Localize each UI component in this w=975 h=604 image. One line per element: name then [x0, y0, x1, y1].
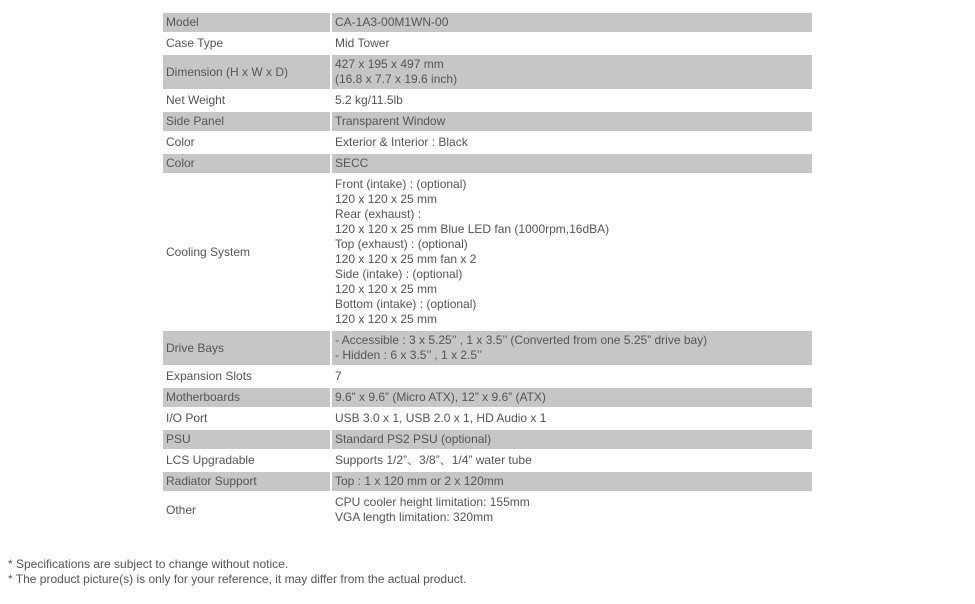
spec-value-line: Rear (exhaust) :: [335, 207, 422, 221]
spec-value-line: 9.6” x 9.6” (Micro ATX), 12” x 9.6” (ATX): [335, 390, 546, 404]
spec-label: PSU: [163, 430, 330, 449]
spec-value-line: 7: [335, 369, 342, 383]
spec-value: [330, 13, 812, 32]
spec-label: Dimension (H x W x D): [163, 55, 330, 89]
spec-value: [330, 451, 812, 470]
spec-row: [163, 13, 812, 32]
spec-row: [163, 367, 812, 386]
spec-value-line: Standard PS2 PSU (optional): [335, 432, 492, 446]
spec-value: [330, 493, 812, 527]
spec-value: [330, 133, 812, 152]
spec-row: [163, 472, 812, 491]
spec-value-line: CA-1A3-00M1WN-00: [335, 15, 449, 29]
spec-value-line: - Hidden : 6 x 3.5’’ , 1 x 2.5’’: [335, 348, 483, 362]
spec-label: Case Type: [163, 34, 330, 53]
spec-value-line: 427 x 195 x 497 mm: [335, 57, 444, 71]
spec-row: [163, 388, 812, 407]
spec-table: [163, 11, 812, 529]
spec-value: [330, 388, 812, 407]
spec-label: Other: [163, 493, 330, 527]
spec-value-line: (16.8 x 7.7 x 19.6 inch): [335, 72, 458, 86]
spec-value: [330, 34, 812, 53]
spec-row: [163, 451, 812, 470]
spec-label: Drive Bays: [163, 331, 330, 365]
spec-value-line: Bottom (intake) : (optional): [335, 297, 477, 311]
spec-label: Radiator Support: [163, 472, 330, 491]
spec-row: [163, 175, 812, 329]
spec-row: [163, 430, 812, 449]
spec-value-line: Exterior & Interior : Black: [335, 135, 468, 149]
footnote-picture: * The product picture(s) is only for your reference, it may differ from the actual product.: [8, 572, 467, 586]
spec-row: [163, 55, 812, 89]
spec-value-line: 120 x 120 x 25 mm fan x 2: [335, 252, 477, 266]
spec-value-line: SECC: [335, 156, 369, 170]
spec-row: [163, 34, 812, 53]
spec-label: Motherboards: [163, 388, 330, 407]
spec-value: [330, 409, 812, 428]
spec-label: Expansion Slots: [163, 367, 330, 386]
spec-row: [163, 91, 812, 110]
spec-value: [330, 91, 812, 110]
spec-value: [330, 175, 812, 329]
spec-value-line: 120 x 120 x 25 mm Blue LED fan (1000rpm,16dBA): [335, 222, 610, 236]
footnote-specifications: * Specifications are subject to change without notice.: [8, 557, 289, 571]
spec-label: LCS Upgradable: [163, 451, 330, 470]
spec-row: [163, 331, 812, 365]
spec-row: [163, 493, 812, 527]
spec-value-line: 120 x 120 x 25 mm: [335, 282, 438, 296]
spec-value: [330, 367, 812, 386]
spec-label: Model: [163, 13, 330, 32]
spec-label: Net Weight: [163, 91, 330, 110]
spec-value-line: Mid Tower: [335, 36, 390, 50]
spec-row: [163, 133, 812, 152]
spec-value-line: USB 3.0 x 1, USB 2.0 x 1, HD Audio x 1: [335, 411, 547, 425]
spec-value-line: - Accessible : 3 x 5.25’’ , 1 x 3.5’’ (Converted from one 5.25” drive bay): [335, 333, 708, 347]
spec-value: [330, 55, 812, 89]
spec-value: [330, 430, 812, 449]
spec-value-line: CPU cooler height limitation: 155mm: [335, 495, 530, 509]
spec-value-line: Front (intake) : (optional): [335, 177, 467, 191]
footnotes: [8, 557, 466, 587]
spec-value-line: 120 x 120 x 25 mm: [335, 192, 438, 206]
spec-value-line: Top : 1 x 120 mm or 2 x 120mm: [335, 474, 504, 488]
spec-row: [163, 409, 812, 428]
spec-value-line: Top (exhaust) : (optional): [335, 237, 468, 251]
spec-label: Side Panel: [163, 112, 330, 131]
spec-value: [330, 112, 812, 131]
spec-label: Cooling System: [163, 175, 330, 329]
spec-value-line: 120 x 120 x 25 mm: [335, 312, 438, 326]
spec-value-line: VGA length limitation: 320mm: [335, 510, 494, 524]
spec-row: [163, 112, 812, 131]
spec-value: [330, 472, 812, 491]
spec-label: Color: [163, 133, 330, 152]
spec-value-line: Supports 1/2”、3/8”、1/4” water tube: [335, 453, 532, 467]
spec-value-line: Transparent Window: [335, 114, 446, 128]
spec-value-line: Side (intake) : (optional): [335, 267, 463, 281]
spec-table-body: [163, 13, 812, 527]
spec-value: [330, 154, 812, 173]
spec-label: I/O Port: [163, 409, 330, 428]
spec-row: [163, 154, 812, 173]
spec-value: [330, 331, 812, 365]
spec-label: Color: [163, 154, 330, 173]
spec-value-line: 5.2 kg/11.5lb: [335, 93, 403, 107]
